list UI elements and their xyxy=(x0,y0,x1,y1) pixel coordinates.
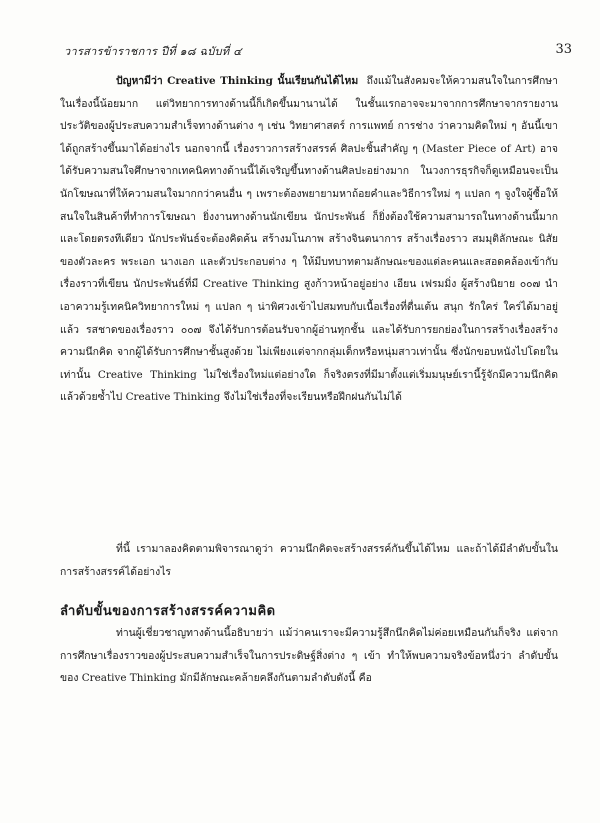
section-heading: ลำดับขั้นของการสร้างสรรค์ความคิด xyxy=(60,604,276,619)
section-paragraph: ท่านผู้เชี่ยวชาญทางด้านนี้อธิบายว่า แม้ว่าคนเราจะมีความรู้สึกนึกคิดไม่ค่อยเหมือนกันก็จริง แต่จากการศึกษาเรื่องราวของผู้ประสบความสำเร็จในการประดิษฐ์สิ่งต่าง ๆ เข้า ทำให้พบความจริงข้อหนึ่งว่า ลำดับขั้นของ Creative Thinking มักมีลักษณะคล้ายคลึงกันตามลำดับดังนี้ คือ xyxy=(60,627,558,685)
paragraph-text xyxy=(60,70,558,409)
paragraph-body: ถึงแม้ในสังคมจะให้ความสนใจในการศึกษาในเรื่องนี้น้อยมาก แต่วิทยาการทางด้านนี้ก็เกิดขึ้นมานานได้ ในชั้นแรกอาจจะมาจากการศึกษาจากรายงานประวัติของผู้ประสบความสำเร็จทางด้านต่าง ๆ เช่น วิทยาศาสตร์ การแพทย์ การช่าง ว่าความคิดใหม่ ๆ อันนี้เขาได้ถูกสร้างขึ้นมาได้อย่างไร นอกจากนี้ เรื่องราวการสร้างสรรค์ ศิลปะชิ้นสำคัญ ๆ (Master Piece of Art) อาจได้รับความสนใจศึกษาจากเทคนิคทางด้านนี้ได้เจริญขึ้นทางด้านศิลปะอย่างมาก ในวงการธุรกิจก็ดูเหมือนจะเป็นนักโฆษณาที่ให้ความสนใจมากกว่าคนอื่น ๆ เพราะต้องพยายามหาถ้อยคำและวิธีการใหม่ ๆ แปลก ๆ จูงใจผู้ซื้อให้สนใจในสินค้าที่ทำการโฆษณา ยิ่งงานทางด้านนักเขียน นักประพันธ์ ก็ยิ่งต้องใช้ความสามารถในทางด้านนี้มากและโดยตรงทีเดียว นักประพันธ์จะต้องคิดค้น สร้างมโนภาพ สร้างจินตนาการ สร้างเรื่องราว สมมุติลักษณะ นิสัยของตัวละคร พระเอก นางเอก และตัวประกอบต่าง ๆ ให้มีบทบาทตามลักษณะของแต่ละคนและสอดคล้องเข้ากับเรื่องราวที่เขียน นักประพันธ์ที่มี Creative Thinking สูงก้าวหน้าอยู่อย่าง เอียน เฟรมมิ่ง ผู้สร้างนิยาย ๐๐๗ นำเอาความรู้เทคนิควิทยาการใหม่ ๆ แปลก ๆ น่าพิศวงเข้าไปสมทบกับเนื้อเรื่องที่ตื่นเต้น สนุก รักใคร่ ใคร่ได้มาอยู่แล้ว รสชาดของเรื่องราว ๐๐๗ จึงได้รับการต้อนรับจากผู้อ่านทุกชั้น และได้รับการยกย่องในการสร้างเรื่องสร้างความนึกคิด จากผู้ได้รับการศึกษาชั้นสูงด้วย ไม่เพียงแต่จากกลุ่มเด็กหรือหนุ่มสาวเท่านั้น ซึ่งนักขอบหนังไปโดยในเท่านั้น Creative Thinking ไม่ใช่เรื่องใหม่แต่อย่างใด ก็จริงตรงที่มีมาตั้งแต่เริ่มมนุษย์เรานี้รู้จักมีความนึกคิดแล้วด้วยซ้ำไป Creative Thinking จึงไม่ใช่เรื่องที่จะเรียนหรือฝึกฝนกันไม่ได้ xyxy=(60,75,558,404)
paragraph-consider-question: ที่นี้ เรามาลองคิดตามพิจารณาดูว่า ความนึกคิดจะสร้างสรรค์กันขึ้นได้ไหม และถ้าได้มีลำดับขั้นในการสร้างสรรค์ได้อย่างไร xyxy=(60,543,558,578)
paragraph-lead-question: ปัญหามีว่า Creative Thinking นั้นเรียนกันได้ไหม xyxy=(116,75,359,87)
paragraph-creative-thinking-history xyxy=(60,70,558,526)
page-number: 33 xyxy=(555,42,572,57)
journal-title: วารสารข้าราชการ ปีที่ ๑๘ ฉบับที่ ๔ xyxy=(64,45,242,58)
running-header xyxy=(64,42,572,60)
